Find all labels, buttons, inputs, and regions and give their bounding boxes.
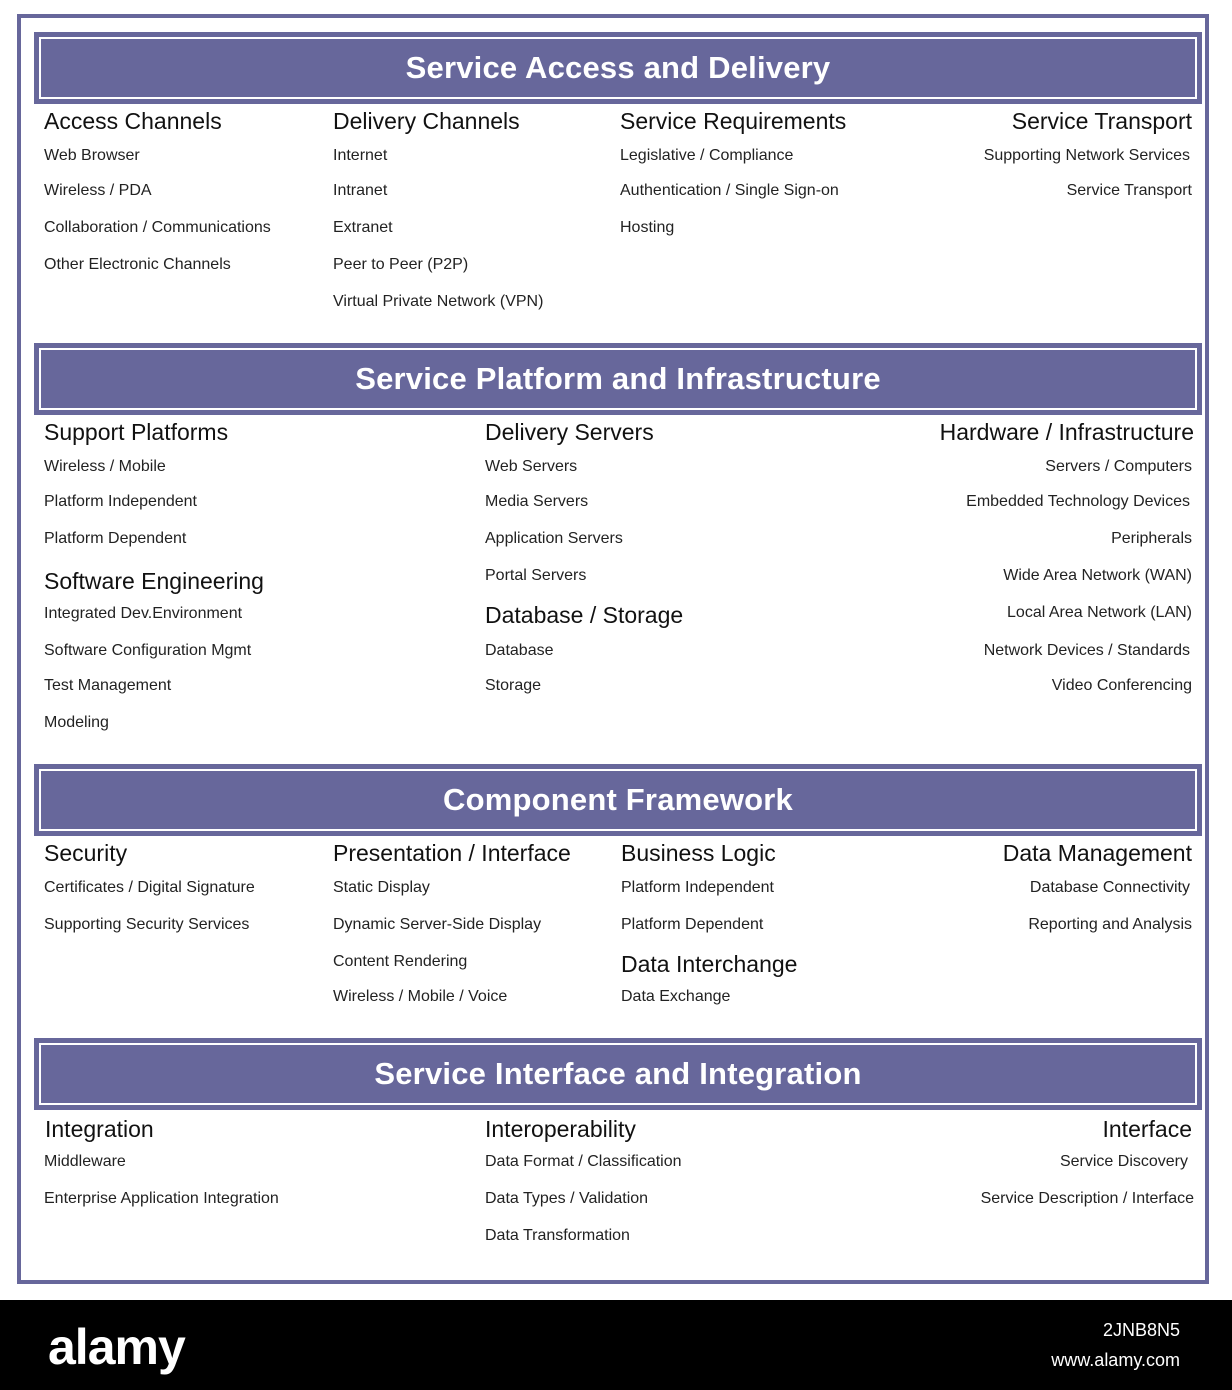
list-item: Supporting Network Services [983,147,1190,164]
list-item: Legislative / Compliance [620,147,794,164]
heading-hardware-infrastructure: Hardware / Infrastructure [939,419,1194,445]
heading-integration: Integration [45,1116,154,1142]
list-item: Platform Independent [44,493,197,510]
list-item: Wide Area Network (WAN) [1003,567,1192,584]
section-band-service-interface-integration [34,1038,1202,1110]
list-item: Data Exchange [621,988,731,1005]
list-item: Peripherals [1111,530,1192,547]
section-band-component-framework [34,764,1202,836]
list-item: Application Servers [485,530,623,547]
list-item: Reporting and Analysis [1028,916,1192,933]
heading-delivery-servers: Delivery Servers [485,419,654,445]
heading-service-transport: Service Transport [1011,108,1192,134]
stock-footer-bar [0,1300,1232,1390]
list-item: Integrated Dev.Environment [44,605,243,622]
heading-data-interchange: Data Interchange [621,951,798,977]
list-item: Hosting [620,219,675,236]
section-band-service-access-delivery [34,32,1202,104]
list-item: Wireless / PDA [44,182,152,199]
heading-interface: Interface [1102,1116,1192,1142]
list-item: Service Description / Interface [980,1190,1194,1207]
list-item: Other Electronic Channels [44,256,231,273]
list-item: Network Devices / Standards [983,642,1190,659]
list-item: Wireless / Mobile / Voice [333,988,508,1005]
list-item: Database [485,642,554,659]
heading-interoperability: Interoperability [485,1116,636,1142]
section-band-service-platform-infrastructure [34,343,1202,415]
list-item: Software Configuration Mgmt [44,642,252,659]
list-item: Intranet [333,182,388,199]
list-item: Servers / Computers [1045,458,1192,475]
list-item: Virtual Private Network (VPN) [333,293,544,310]
list-item: Supporting Security Services [44,916,250,933]
site-url: www.alamy.com [1051,1350,1180,1370]
alamy-logo: alamy [48,1319,185,1375]
heading-delivery-channels: Delivery Channels [333,108,520,134]
list-item: Static Display [333,879,430,896]
section-title: Service Platform and Infrastructure [39,348,1197,410]
list-item: Portal Servers [485,567,587,584]
list-item: Collaboration / Communications [44,219,271,236]
list-item: Data Transformation [485,1227,630,1244]
list-item: Internet [333,147,388,164]
list-item: Middleware [44,1153,126,1170]
list-item: Embedded Technology Devices [966,493,1190,510]
list-item: Platform Dependent [44,530,187,547]
heading-database-storage: Database / Storage [485,602,684,628]
list-item: Extranet [333,219,393,236]
list-item: Platform Dependent [621,916,764,933]
list-item: Media Servers [485,493,589,510]
list-item: Peer to Peer (P2P) [333,256,469,273]
section-title: Component Framework [39,769,1197,831]
section-title: Service Interface and Integration [39,1043,1197,1105]
list-item: Content Rendering [333,953,468,970]
list-item: Enterprise Application Integration [44,1190,279,1207]
list-item: Service Transport [1066,182,1192,199]
heading-service-requirements: Service Requirements [620,108,847,134]
list-item: Data Format / Classification [485,1153,682,1170]
list-item: Platform Independent [621,879,774,896]
list-item: Certificates / Digital Signature [44,879,255,896]
list-item: Database Connectivity [1029,879,1190,896]
heading-business-logic: Business Logic [621,840,776,866]
heading-support-platforms: Support Platforms [44,419,229,445]
list-item: Web Servers [485,458,578,475]
image-id: 2JNB8N5 [1102,1320,1180,1340]
heading-presentation-interface: Presentation / Interface [333,840,571,866]
heading-software-engineering: Software Engineering [44,568,264,594]
list-item: Modeling [44,714,109,731]
list-item: Wireless / Mobile [44,458,166,475]
heading-access-channels: Access Channels [44,108,222,134]
section-title: Service Access and Delivery [39,37,1197,99]
list-item: Test Management [44,677,172,694]
list-item: Storage [485,677,542,694]
heading-data-management: Data Management [1002,840,1192,866]
list-item: Authentication / Single Sign-on [620,182,839,199]
list-item: Data Types / Validation [485,1190,649,1207]
list-item: Video Conferencing [1051,677,1192,694]
list-item: Service Discovery [1059,1153,1188,1170]
heading-security: Security [44,840,128,866]
list-item: Local Area Network (LAN) [1007,604,1192,621]
list-item: Web Browser [44,147,140,164]
list-item: Dynamic Server-Side Display [333,916,542,933]
